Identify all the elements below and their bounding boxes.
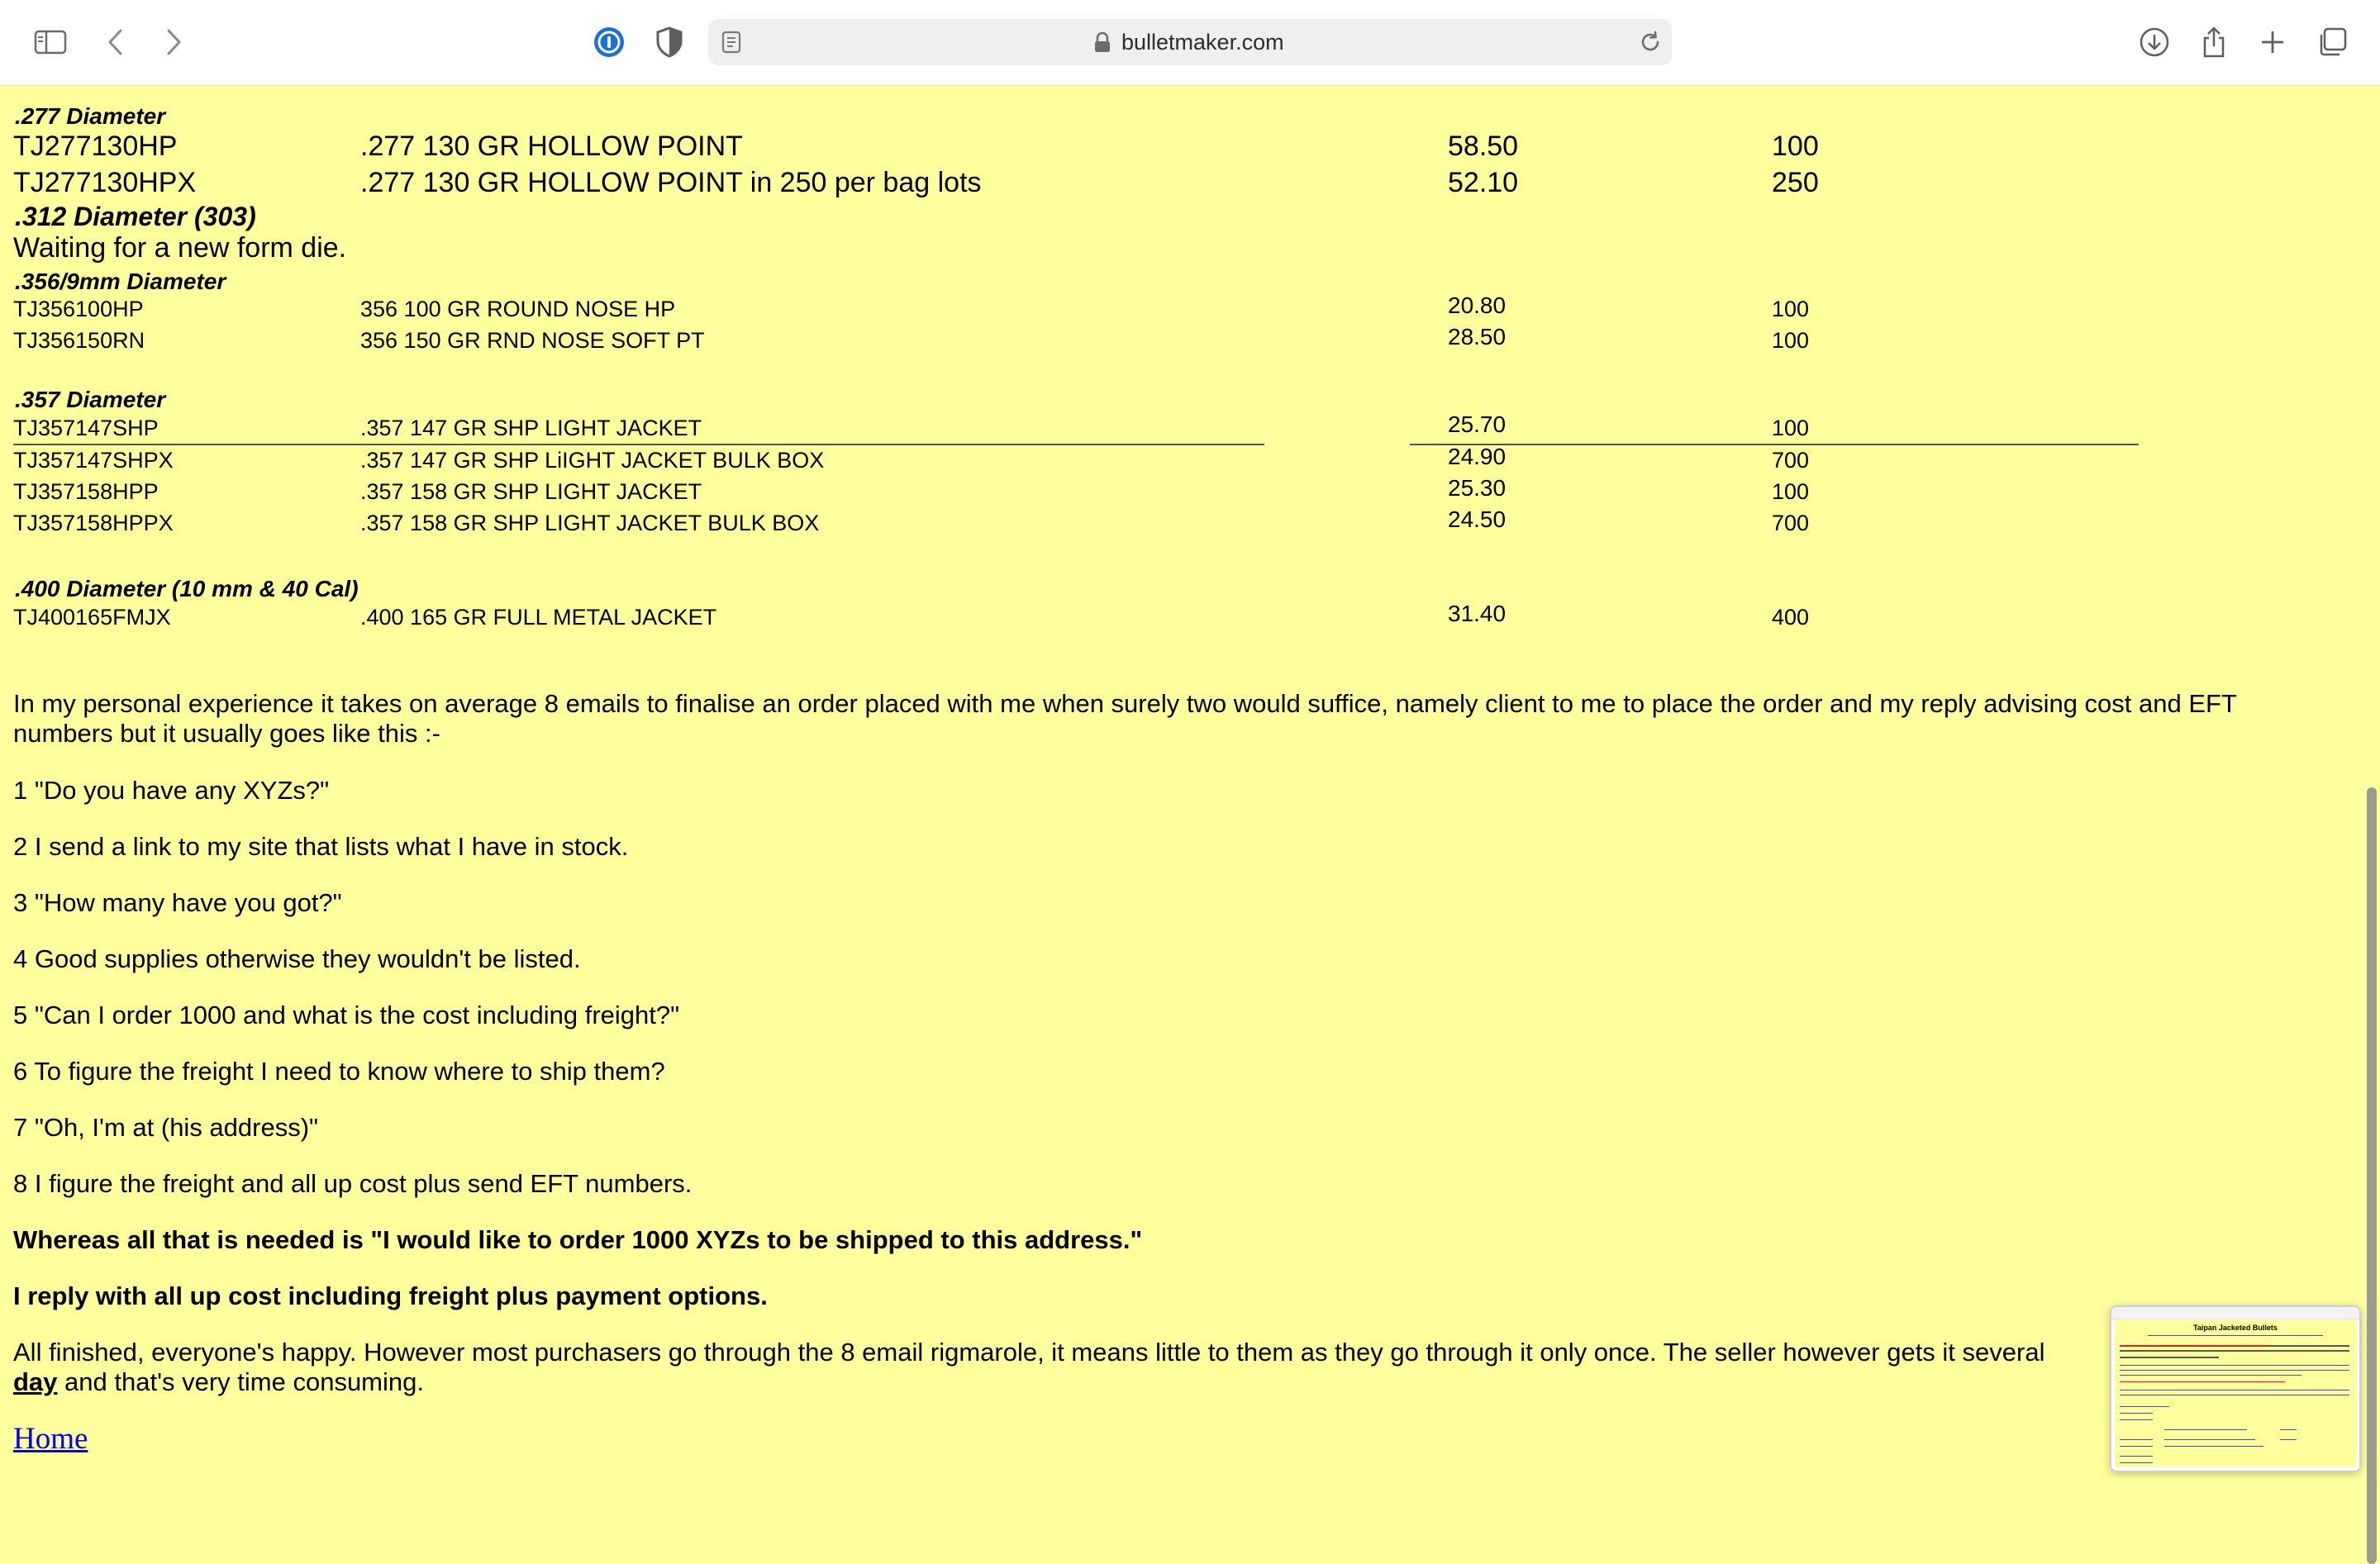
- thumbnail-line: [2120, 1375, 2301, 1376]
- product-qty: 700: [1772, 511, 1810, 535]
- lock-icon: [1093, 32, 1111, 58]
- download-icon[interactable]: [2135, 23, 2173, 61]
- finish-paragraph: [13, 1338, 2327, 1397]
- heading-357: .357 Diameter: [15, 387, 166, 412]
- product-price: 20.80: [1448, 292, 1507, 318]
- thumbnail-line: [2120, 1350, 2349, 1352]
- table-row: [0, 292, 2314, 330]
- thumbnail-line: [2280, 1439, 2297, 1440]
- thumbnail-line: [2268, 1345, 2349, 1347]
- step-8: 8 I figure the freight and all up cost plus send EFT numbers.: [13, 1169, 693, 1198]
- finish-text-a: All finished, everyone's happy. However most purchasers go through the 8 email rigmarole, it means little to them as they go through it only once. The seller however gets it several: [13, 1338, 2045, 1367]
- chevron-right-icon[interactable]: [155, 23, 193, 61]
- heading-277: .277 Diameter: [15, 103, 166, 129]
- sidebar-icon[interactable]: [31, 23, 69, 61]
- step-2: 2 I send a link to my site that lists what I have in stock.: [13, 832, 629, 861]
- product-qty: 100: [1772, 328, 1810, 353]
- product-code: TJ357158HPPX: [13, 511, 174, 535]
- step-1: 1 "Do you have any XYZs?": [13, 776, 330, 805]
- share-icon[interactable]: [2195, 23, 2233, 61]
- finish-text-b: and that's very time consuming.: [57, 1367, 424, 1396]
- product-desc: .357 147 GR SHP LiIGHT JACKET BULK BOX: [360, 448, 825, 473]
- thumbnail-line: [2120, 1456, 2153, 1457]
- product-desc: .277 130 GR HOLLOW POINT in 250 per bag lots: [360, 167, 982, 198]
- page-content: [0, 85, 2380, 1487]
- note-312: Waiting for a new form die.: [13, 232, 347, 264]
- product-qty: 100: [1772, 297, 1810, 321]
- product-price: 31.40: [1448, 601, 1507, 626]
- heading-400: .400 Diameter (10 mm & 40 Cal): [15, 576, 359, 601]
- step-7: 7 "Oh, I'm at (his address)": [13, 1113, 319, 1142]
- tab-overview-icon[interactable]: [2313, 23, 2351, 61]
- thumbnail-line: [2120, 1413, 2153, 1414]
- thumbnail-page: [2115, 1320, 2356, 1467]
- product-price: 24.90: [1448, 444, 1507, 469]
- divider: [13, 444, 1264, 445]
- product-price: 28.50: [1448, 324, 1507, 349]
- product-price: 25.70: [1448, 411, 1507, 437]
- product-qty: 100: [1772, 479, 1810, 504]
- product-qty: 250: [1772, 167, 1819, 198]
- divider: [1410, 444, 2139, 445]
- step-5: 5 "Can I order 1000 and what is the cost including freight?": [13, 1001, 680, 1029]
- reply-statement: I reply with all up cost including freight plus payment options.: [13, 1281, 768, 1310]
- thumbnail-line: [2120, 1370, 2349, 1371]
- thumbnail-line: [2164, 1446, 2263, 1447]
- home-link[interactable]: Home: [13, 1422, 88, 1456]
- thumbnail-line: [2120, 1381, 2285, 1382]
- product-desc: 356 100 GR ROUND NOSE HP: [360, 297, 676, 321]
- scrollbar-thumb[interactable]: [2367, 787, 2377, 1564]
- page-thumbnail-preview[interactable]: [2110, 1305, 2361, 1472]
- thumbnail-line: [2280, 1429, 2297, 1430]
- product-desc: .357 147 GR SHP LIGHT JACKET: [360, 416, 702, 440]
- product-qty: 100: [1772, 131, 1819, 162]
- whereas-statement: Whereas all that is needed is "I would like to order 1000 XYZs to be shipped to this address.": [13, 1225, 1143, 1254]
- reload-icon[interactable]: [1637, 29, 1664, 59]
- heading-312: .312 Diameter (303): [15, 202, 256, 231]
- thumbnail-line: [2164, 1429, 2247, 1430]
- table-row: [0, 131, 2314, 164]
- product-code: TJ356100HP: [13, 297, 144, 321]
- product-code: TJ356150RN: [13, 328, 145, 353]
- product-desc: 356 150 GR RND NOSE SOFT PT: [360, 328, 705, 353]
- password-manager-icon[interactable]: [590, 23, 628, 61]
- thumbnail-toolbar: [2111, 1307, 2359, 1319]
- table-row: [0, 475, 2314, 512]
- plus-icon[interactable]: [2254, 23, 2292, 61]
- product-code: TJ357147SHP: [13, 416, 159, 440]
- product-price: 25.30: [1448, 475, 1507, 501]
- address-bar[interactable]: [708, 19, 1672, 65]
- product-desc: .400 165 GR FULL METAL JACKET: [360, 605, 717, 630]
- thumbnail-line: [2120, 1345, 2268, 1347]
- product-qty: 100: [1772, 416, 1810, 440]
- thumbnail-line: [2120, 1462, 2153, 1463]
- thumbnail-line: [2120, 1446, 2153, 1447]
- thumbnail-line: [2120, 1419, 2153, 1420]
- thumbnail-line: [2148, 1335, 2323, 1336]
- product-desc: .357 158 GR SHP LIGHT JACKET: [360, 479, 702, 504]
- table-row: [0, 444, 2314, 481]
- thumbnail-line: [2120, 1365, 2349, 1366]
- product-code: TJ357158HPP: [13, 479, 159, 504]
- thumbnail-line: [2164, 1439, 2255, 1440]
- thumbnail-title: Taipan Jacketed Bullets: [2193, 1324, 2278, 1332]
- product-code: TJ357147SHPX: [13, 448, 174, 473]
- product-code: TJ277130HPX: [13, 167, 197, 198]
- product-code: TJ400165FMJX: [13, 605, 171, 630]
- privacy-shield-icon[interactable]: [650, 23, 688, 61]
- thumbnail-line: [2120, 1406, 2169, 1407]
- step-4: 4 Good supplies otherwise they wouldn't be listed.: [13, 944, 581, 973]
- heading-356: .356/9mm Diameter: [15, 269, 226, 294]
- step-6: 6 To figure the freight I need to know where to ship them?: [13, 1057, 665, 1086]
- browser-toolbar: [0, 0, 2380, 86]
- table-row: [0, 506, 2314, 544]
- reader-icon[interactable]: [721, 31, 743, 58]
- product-desc: .357 158 GR SHP LIGHT JACKET BULK BOX: [360, 511, 820, 535]
- table-row: [0, 324, 2314, 361]
- url-text: bulletmaker.com: [1121, 30, 1284, 55]
- thumbnail-line: [2120, 1439, 2153, 1440]
- product-price: 24.50: [1448, 506, 1507, 532]
- product-price: 58.50: [1448, 131, 1519, 162]
- product-qty: 400: [1772, 605, 1810, 630]
- product-qty: 700: [1772, 448, 1810, 473]
- product-code: TJ277130HP: [13, 131, 178, 162]
- step-3: 3 "How many have you got?": [13, 888, 342, 917]
- chevron-left-icon[interactable]: [97, 23, 135, 61]
- table-row: [0, 601, 2314, 638]
- scrollbar[interactable]: [2362, 85, 2380, 1487]
- intro-paragraph: In my personal experience it takes on average 8 emails to finalise an order placed with me when surely two would suffice, namely client to me to place the order and my reply advising cost and EFT numbers but it usually goes like this :-: [13, 689, 2237, 748]
- product-desc: .277 130 GR HOLLOW POINT: [360, 131, 743, 162]
- finish-day: day: [13, 1367, 58, 1396]
- product-price: 52.10: [1448, 167, 1519, 198]
- table-row: [0, 167, 2314, 200]
- thumbnail-line: [2120, 1357, 2219, 1358]
